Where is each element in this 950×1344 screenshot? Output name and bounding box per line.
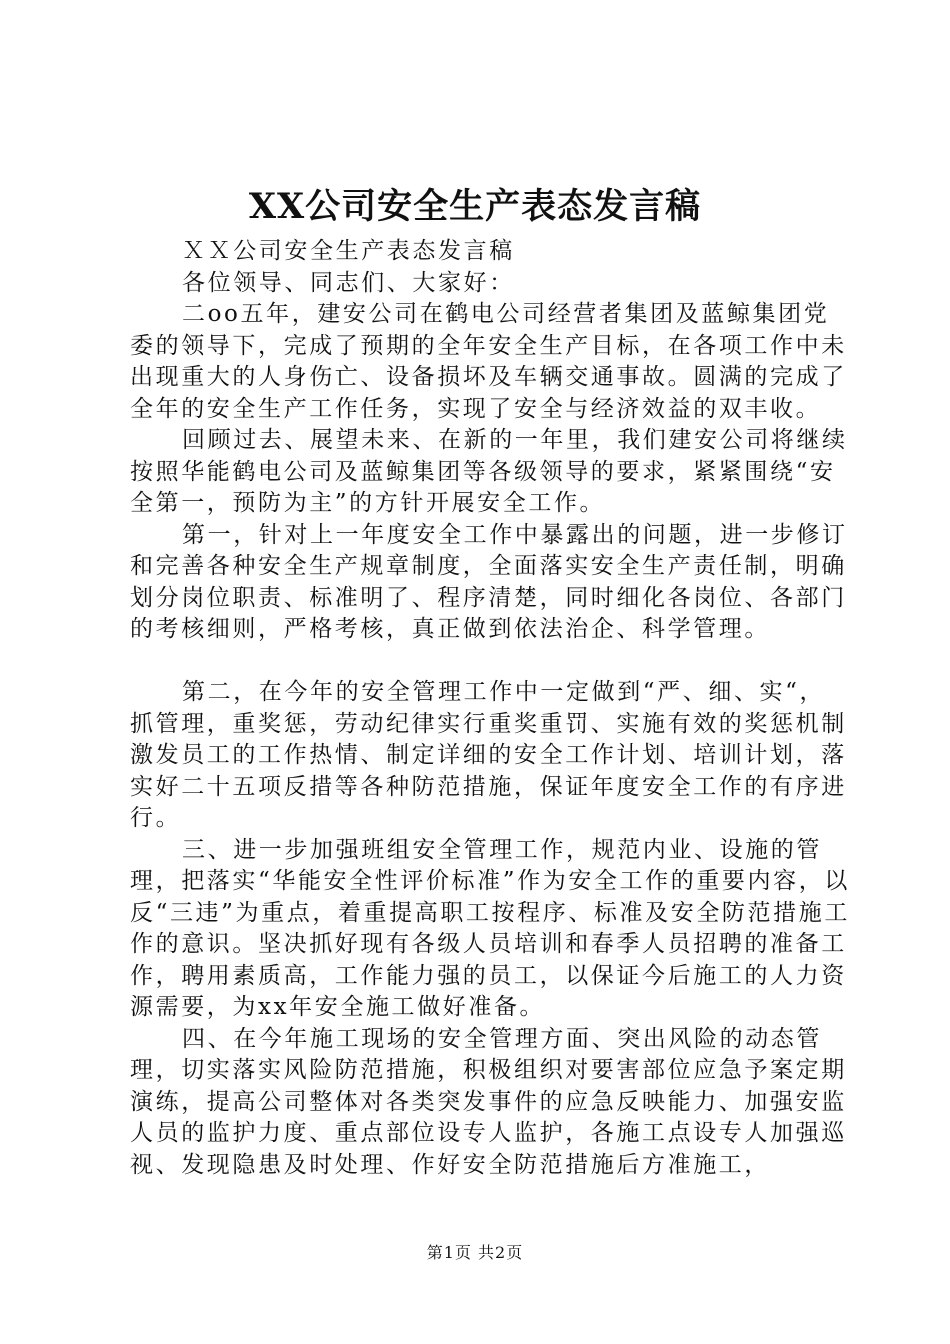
paragraph-point-3: 三、进一步加强班组安全管理工作，规范内业、设施的管理，把落实“华能安全性评价标准”作为安全工作的重要内容，以反“三违”为重点，着重提高职工按程序、标准及安全防范措施工作的意识。坚决抓好现有各级人员培训和春季人员招聘的准备工作，聘用素质高，工作能力强的员工，以保证今后施工的人力资源需要，为xx年安全施工做好准备。 <box>130 836 850 1020</box>
document-body <box>130 236 850 1181</box>
document-title: XX公司安全生产表态发言稿 <box>248 186 702 227</box>
paragraph-point-1: 第一，针对上一年度安全工作中暴露出的问题，进一步修订和完善各种安全生产规章制度，全面落实安全生产责任制，明确划分岗位职责、标准明了、程序清楚，同时细化各岗位、各部门的考核细则，严格考核，真正做到依法治企、科学管理。 <box>130 521 848 642</box>
paragraph-point-2: 第二，在今年的安全管理工作中一定做到“严、细、实“，抓管理，重奖惩，劳动纪律实行重奖重罚、实施有效的奖惩机制激发员工的工作热情、制定详细的安全工作计划、培训计划，落实好二十五项反措等各种防范措施，保证年度安全工作的有序进行。 <box>130 679 847 831</box>
paragraph-outlook: 回顾过去、展望未来、在新的一年里，我们建安公司将继续按照华能鹤电公司及蓝鲸集团等各级领导的要求，紧紧围绕“安全第一，预防为主”的方针开展安全工作。 <box>130 427 848 516</box>
page-number-footer: 第1页 共2页 <box>426 1243 524 1262</box>
paragraph-review: 二oo五年，建安公司在鹤电公司经营者集团及蓝鲸集团党委的领导下，完成了预期的全年安全生产目标，在各项工作中未出现重大的人身伤亡、设备损坏及车辆交通事故。圆满的完成了全年的安全生产工作任务，实现了安全与经济效益的双丰收。 <box>130 301 847 422</box>
paragraph-greeting: 各位领导、同志们、大家好： <box>182 269 515 296</box>
paragraph-subtitle: ＸＸ公司安全生产表态发言稿 <box>182 238 515 264</box>
paragraph-point-4: 四、在今年施工现场的安全管理方面、突出风险的动态管理，切实落实风险防范措施，积极组织对要害部位应急予案定期演练，提高公司整体对各类突发事件的应急反映能力、加强安监人员的监护力度、重点部位设专人监护，各施工点设专人加强巡视、发现隐患及时处理、作好安全防范措施后方准施工， <box>130 1025 847 1178</box>
